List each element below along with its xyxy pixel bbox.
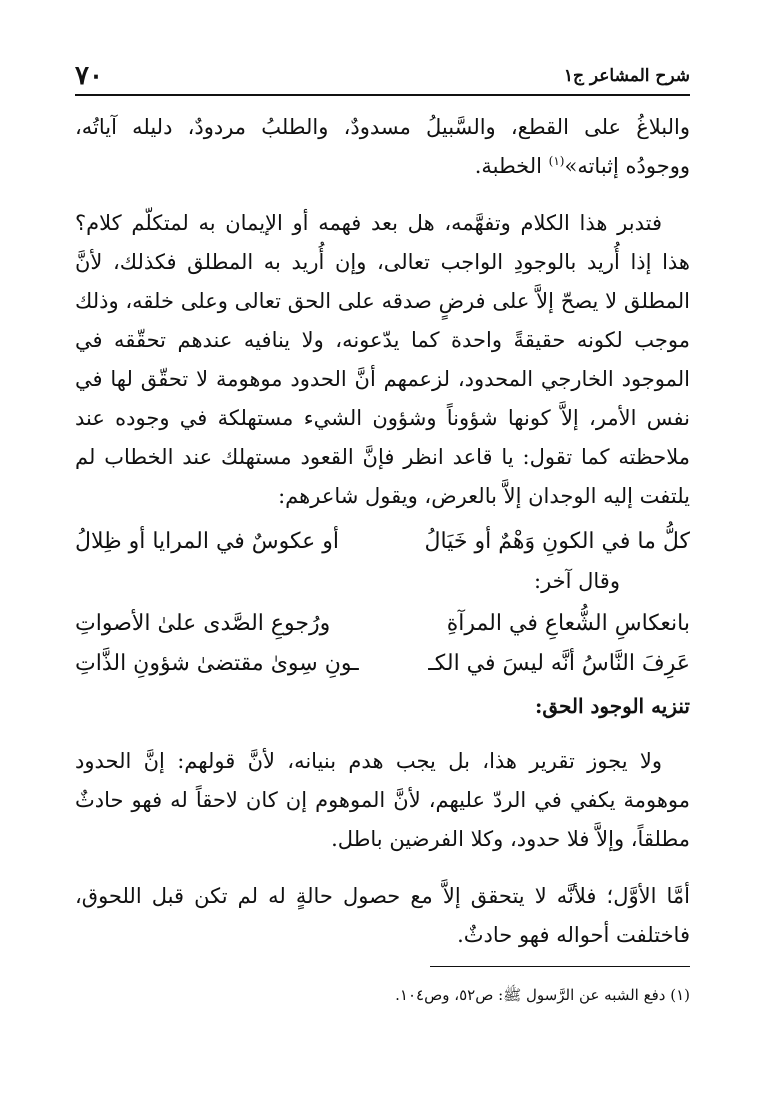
verse-1-hemistich-2: أو عكوسٌ في المرايا أو ظِلالُ xyxy=(75,529,340,554)
paragraph-1-tail: الخطبة. xyxy=(474,154,549,178)
page-body xyxy=(75,108,690,955)
verse-3-hemistich-2: ـونِ سِوىٰ مقتضىٰ شؤونِ الذَّاتِ xyxy=(75,651,359,676)
paragraph-2: فتدبر هذا الكلام وتفهَّمه، هل بعد فهمه أو الإيمان به لمتكلّم كلام؟ هذا إذا أُريد بالوجودِ الواجب تعالى، وإن أُريد به المطلق فكذلك، لأنَّ المطلق لا يصحّ إلاَّ على فرضٍ صدقه على الحق تعالى وعلى خلقه، وذلك موجب لكونه حقيقةً واحدة كما يدّعونه، ولا ينافيه عندهم تحقّقه في الموجود الخارجي المحدود، لزعمهم أنَّ الحدود موهومة لا تحقّق لها في نفس الأمر، إلاَّ كونها شؤوناً وشؤون الشيء مستهلكة في وجوده عند ملاحظته كما تقول: يا قاعد انظر فإنَّ القعود مستهلك عند الخطاب لم يلتفت إليه الوجدان إلاَّ بالعرض، ويقول شاعرهم: xyxy=(75,211,690,508)
verse-2-hemistich-2: ورُجوعِ الصَّدى علىٰ الأصواتِ xyxy=(75,611,331,636)
verse-2-hemistich-1: بانعكاسِ الشُّعاعِ في المرآةِ xyxy=(446,611,690,636)
footnote-divider xyxy=(430,966,690,967)
verse-2-intro: وقال آخر: xyxy=(534,569,620,593)
footnote: (١) دفع الشبه عن الرَّسول ﷺ: ص٥٢، وص١٠٤. xyxy=(395,986,690,1004)
paragraph-4: أمَّا الأوَّل؛ فلأنَّه لا يتحقق إلاَّ مع حصول حالةٍ له لم تكن قبل اللحوق، فاختلفت أحواله فهو حادثٌ. xyxy=(75,884,690,947)
verse-3 xyxy=(75,644,690,684)
section-heading: تنزيه الوجود الحق: xyxy=(534,694,690,718)
paragraph-1 xyxy=(75,108,690,186)
paragraph-1-text: والبلاغُ على القطع، والسَّبيلُ مسدودٌ، والطلبُ مردودٌ، دليله آياتُه، ووجودُه إثباته» xyxy=(75,115,690,178)
page-header xyxy=(75,58,690,96)
verse-1 xyxy=(75,522,690,562)
paragraph-3: ولا يجوز تقرير هذا، بل يجب هدم بنيانه، لأنَّ قولهم: إنَّ الحدود موهومة يكفي في الردّ عليهم، لأنَّ الموهوم إن كان لاحقاً له فهو حادثٌ مطلقاً، وإلاَّ فلا حدود، وكلا الفرضين باطل. xyxy=(75,749,690,851)
footnote-marker[interactable]: (١) xyxy=(548,154,565,168)
page-number: ٧٠ xyxy=(75,61,103,91)
verse-3-hemistich-1: عَرِفَ النَّاسُ أنَّه ليسَ في الكـ xyxy=(428,651,690,676)
running-title: شرح المشاعر ج١ xyxy=(563,66,690,86)
verse-1-hemistich-1: كلُّ ما في الكونِ وَهْمٌ أو خَيَالُ xyxy=(424,529,690,554)
verse-2 xyxy=(75,604,690,644)
